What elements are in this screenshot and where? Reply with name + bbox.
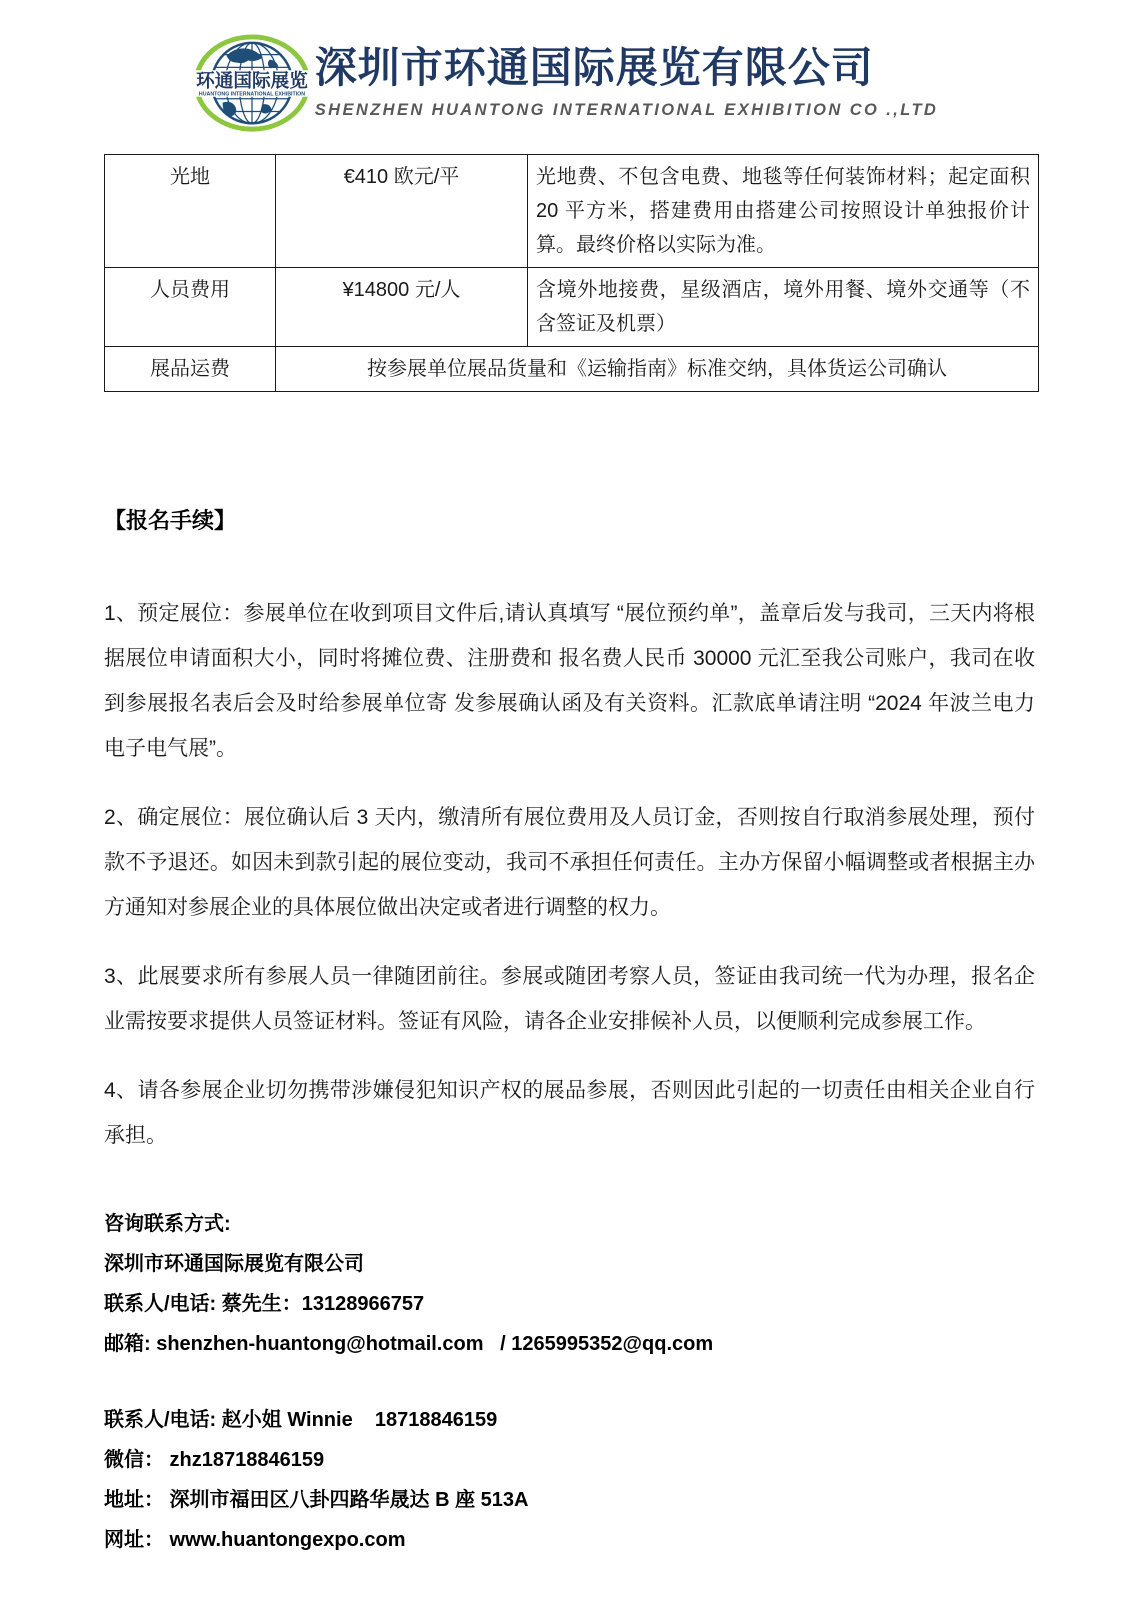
company-header [0,0,1131,136]
contact-block [104,1204,1131,1560]
pricing-table [104,154,1039,392]
procedure-paragraph-2: 2、确定展位：展位确认后 3 天内，缴清所有展位费用及人员订金，否则按自行取消参展处理，预付款不予退还。如因未到款引起的展位变动，我司不承担任何责任。主办方保留小幅调整或者根据主办方通知对参展企业的具体展位做出决定或者进行调整的权力。 [104,806,1035,919]
item-cell: 人员费用 [105,268,276,347]
globe-icon [193,34,311,136]
table-row-personnel-fee [105,268,1039,347]
logo-text-en: HUANTONG INTERNATIONAL EXHIBITION [198,91,305,98]
merged-note-cell: 按参展单位展品货量和《运输指南》标准交纳，具体货运公司确认 [276,347,1039,392]
logo-text-cn: 环通国际展览 [195,69,308,91]
company-logo [193,34,311,136]
contact-wechat: 微信： zhz18718846159 [104,1449,325,1471]
contact-person-2: 联系人/电话: 赵小姐 Winnie 18718846159 [104,1409,498,1431]
contact-website: 网址： www.huantongexpo.com [104,1529,406,1551]
note-cell: 含境外地接费，星级酒店，境外用餐、境外交通等（不含签证及机票） [528,268,1039,347]
contact-company: 深圳市环通国际展览有限公司 [104,1253,364,1275]
contact-address: 地址： 深圳市福田区八卦四路华晟达 B 座 513A [104,1489,529,1511]
procedure-paragraph-1: 1、预定展位：参展单位在收到项目文件后,请认真填写 “展位预约单”，盖章后发与我司，三天内将根据展位申请面积大小，同时将摊位费、注册费和 报名费人民币 30000 元汇至我公司账户，我司在收到参展报名表后会及时给参展单位寄 发参展确认函及有关资料。汇款底单请注明 “2024 年波兰电力电子电气展”。 [104,602,1035,760]
section-heading-registration: 【报名手续】 [104,508,237,533]
table-row-freight [105,347,1039,392]
procedure-paragraph-4: 4、请各参展企业切勿携带涉嫌侵犯知识产权的展品参展，否则因此引起的一切责任由相关企业自行承担。 [104,1079,1035,1147]
item-cell: 展品运费 [105,347,276,392]
table-row-raw-space [105,155,1039,268]
company-name-en: SHENZHEN HUANTONG INTERNATIONAL EXHIBITION CO .,LTD [314,101,939,120]
item-cell: 光地 [105,155,276,268]
price-cell: €410 欧元/平 [276,155,528,268]
contact-email: 邮箱: shenzhen-huantong@hotmail.com / 1265995352@qq.com [104,1333,714,1355]
price-cell: ¥14800 元/人 [276,268,528,347]
procedure-paragraph-3: 3、此展要求所有参展人员一律随团前往。参展或随团考察人员，签证由我司统一代为办理，报名企业需按要求提供人员签证材料。签证有风险，请各企业安排候补人员，以便顺利完成参展工作。 [104,965,1035,1033]
company-title-block [315,34,939,120]
contact-person-1: 联系人/电话: 蔡先生：13128966757 [104,1293,425,1315]
contact-heading: 咨询联系方式: [104,1213,231,1235]
contact-group-divider [104,1364,1131,1400]
company-name-cn: 深圳市环通国际展览有限公司 [314,44,874,91]
note-cell: 光地费、不包含电费、地毯等任何装饰材料；起定面积 20 平方米，搭建费用由搭建公司按照设计单独报价计算。最终价格以实际为准。 [528,155,1039,268]
